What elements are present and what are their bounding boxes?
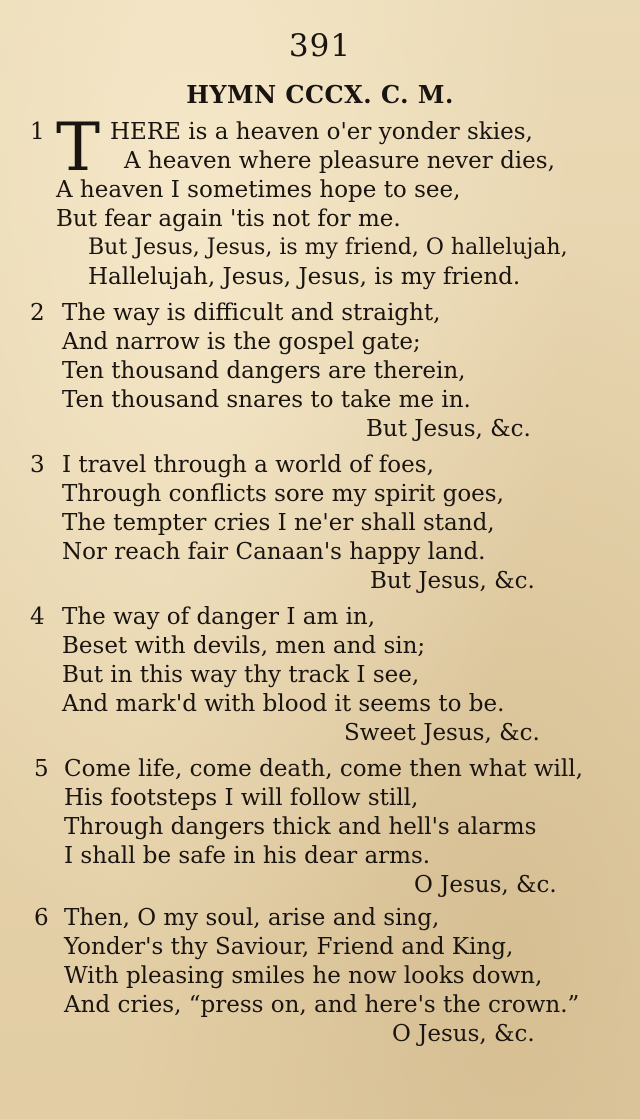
verse-line: The way of danger I am in,	[62, 604, 376, 630]
page-number: 391	[288, 28, 352, 64]
verse-line: The tempter cries I ne'er shall stand,	[62, 510, 495, 536]
verse-line: I travel through a world of foes,	[62, 452, 434, 478]
verse-line: Ten thousand dangers are therein,	[62, 358, 466, 384]
verse-number: 6	[34, 905, 49, 931]
verse-line: Nor reach fair Canaan's happy land.	[62, 539, 486, 565]
verse-line: But in this way thy track I see,	[62, 662, 420, 688]
verse-line: Come life, come death, come then what will,	[64, 756, 583, 782]
chorus-line: Hallelujah, Jesus, Jesus, is my friend.	[88, 264, 521, 290]
verse-line: I shall be safe in his dear arms.	[64, 843, 431, 869]
refrain: But Jesus, &c.	[366, 416, 531, 442]
verse-line: And narrow is the gospel gate;	[62, 329, 421, 355]
verse-line: With pleasing smiles he now looks down,	[64, 963, 543, 989]
verse-line: HERE is a heaven o'er yonder skies,	[110, 119, 533, 145]
verse-line: Then, O my soul, arise and sing,	[64, 905, 440, 931]
chorus-line: But Jesus, Jesus, is my friend, O hallelujah,	[88, 235, 568, 260]
verse-number: 3	[30, 452, 45, 478]
verse-line: Beset with devils, men and sin;	[62, 633, 426, 659]
hymn-title: HYMN CCCX. C. M.	[186, 80, 454, 109]
verse-line: But fear again 'tis not for me.	[56, 206, 401, 232]
verse-line: The way is difficult and straight,	[62, 300, 441, 326]
verse-line: His footsteps I will follow still,	[64, 785, 419, 811]
verse-line: And cries, “press on, and here's the crown.”	[64, 992, 580, 1018]
verse-line: Through conflicts sore my spirit goes,	[62, 481, 504, 507]
refrain: O Jesus, &c.	[392, 1021, 535, 1047]
verse-line: And mark'd with blood it seems to be.	[62, 691, 505, 717]
verse-number: 1	[30, 119, 45, 145]
verse-line: A heaven where pleasure never dies,	[124, 148, 555, 174]
refrain: O Jesus, &c.	[414, 872, 557, 898]
verse-line: Yonder's thy Saviour, Friend and King,	[64, 934, 514, 960]
verse-number: 4	[30, 604, 45, 630]
refrain: But Jesus, &c.	[370, 568, 535, 594]
verse-line: Ten thousand snares to take me in.	[62, 387, 471, 413]
verse-number: 2	[30, 300, 45, 326]
refrain: Sweet Jesus, &c.	[344, 720, 540, 746]
verse-number: 5	[34, 756, 49, 782]
verse-line: A heaven I sometimes hope to see,	[56, 177, 461, 203]
drop-cap: T	[56, 109, 101, 186]
verse-line: Through dangers thick and hell's alarms	[64, 814, 537, 840]
